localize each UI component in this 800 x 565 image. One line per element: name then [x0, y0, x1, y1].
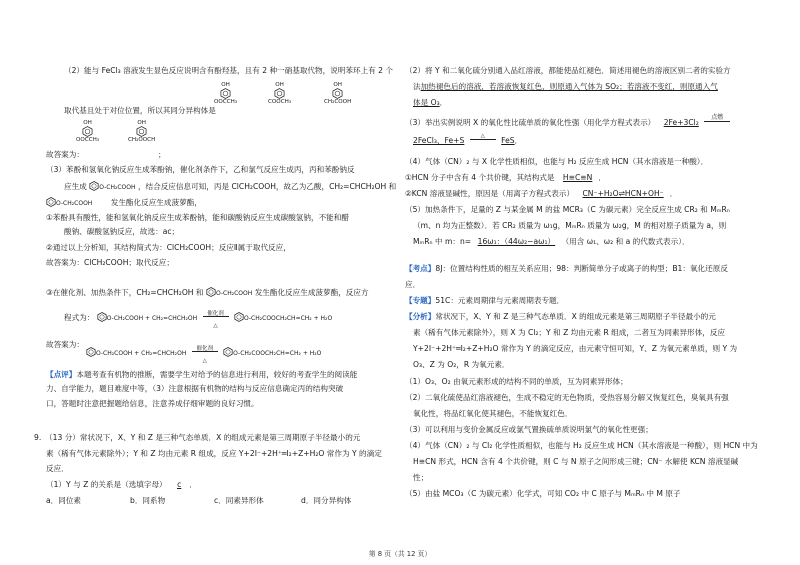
- benzene-ring-icon: [206, 287, 216, 297]
- zhuanti-tag: 【专题】: [405, 296, 436, 305]
- benzene-ring-icon: [223, 347, 233, 357]
- structure-isomer-1: [214, 82, 237, 105]
- question-line: 反应．: [46, 464, 69, 473]
- benzene-ring-icon: [97, 312, 107, 322]
- text-line: ③在催化剂、加热条件下，CH₂=CHCH₂OH 和 O-CH₂COOH 发生酯化反应生成菠萝酯，反应方: [46, 288, 369, 297]
- answer-underline: 体是 O₃: [413, 98, 440, 107]
- analysis-line: 性；: [413, 473, 429, 482]
- comment-line: 【点评】本题考查有机物的推断，需要学生对给予的信息进行利用，较好的考查学生的阅读能: [46, 370, 358, 379]
- text-line: O-CH₂COOH 发生酯化反应生成菠萝酯，: [46, 197, 202, 209]
- benzene-ring-icon: [234, 312, 244, 322]
- structure-group-label: COOCH₃: [268, 99, 292, 105]
- benzene-ring-icon: [220, 88, 231, 99]
- option-d: d．同分异构体: [301, 496, 352, 505]
- fenxi-line: 素（稀有气体元素除外），则 X 为 Cl₂；Y 和 Z 均由元素 R 组成，二者互为同素异形体，反应: [413, 328, 726, 337]
- text-line: 酸钠、碳酸氢钠反应，故选：ac；: [64, 227, 180, 236]
- answer-underline: CN⁻+H₂O⇌HCN+OH⁻: [582, 189, 664, 198]
- answer-blank: c: [177, 480, 182, 489]
- benzene-ring-icon: [82, 126, 93, 137]
- analysis-line: （2）二氧化硫使品红溶液褪色，生成不稳定的无色物质，受热容易分解又恢复红色，臭氧具有强: [405, 393, 729, 402]
- analysis-line: H≡CN 形式，HCN 含有 4 个共价键，则 C 与 N 原子之间形成三键；CN⁻ 水解使 KCN 溶液显碱: [413, 457, 739, 466]
- structure-oh-label: OH: [83, 120, 92, 126]
- fenxi-tag: 【分析】: [405, 312, 436, 321]
- text-line: ②KCN 溶液显碱性，原因是（用离子方程式表示） CN⁻+H₂O⇌HCN+OH⁻ ．: [405, 189, 678, 198]
- answer-underline: 加热褪色后的溶液，若溶液恢复红色，则原通入气体为 SO₂；若溶液不变红，则原通入气: [420, 82, 718, 91]
- option-b: b．同系物: [130, 496, 166, 505]
- structure-oh-label: OH: [137, 120, 146, 126]
- question-line: 9. （13 分）常状况下，X、Y 和 Z 是三种气态单质．X 的组成元素是第三周期原子半径最小的元: [34, 433, 361, 442]
- analysis-line: （3）可以利用与变价金属反应或氯气置换硫单质说明氯气的氧化性更强；: [405, 425, 653, 434]
- text-line: 故答案为：ClCH₂COOH；取代反应；: [46, 258, 174, 267]
- kaodian-tag: 【考点】: [405, 264, 436, 273]
- structure-group-label: CH₂COOH: [324, 99, 352, 105]
- benzene-ring-icon: [46, 197, 56, 207]
- text-line: （3）举出实例说明 X 的氧化性比硫单质的氧化性强（用化学方程式表示） 2Fe+3Cl₂ 点燃: [405, 118, 733, 129]
- structure-isomer-3: [324, 82, 351, 105]
- comment-line: 口，答题时注意把握题给信息，注意养成仔细审题的良好习惯。: [46, 399, 259, 408]
- fenxi-line: Y+2I⁻+2H⁺═I₂+Z+H₂O 常作为 Y 的滴定反应，由元素守恒可知，Y、Z 为氧元素单质，则 Y 为: [413, 344, 738, 353]
- benzene-ring-icon: [86, 347, 96, 357]
- text-line: （2）将 Y 和二氧化硫分别通入品红溶液，都能使品红褪色．简述用褪色的溶液区别二者的实验方: [405, 66, 731, 75]
- structure-isomer-5: [128, 120, 155, 143]
- answer-underline: 2Fe+3Cl₂: [663, 118, 699, 127]
- text-line: （3）苯酚和氢氧化钠反应生成苯酚钠，催化剂条件下，乙和氯气反应生成丙，丙和苯酚钠反: [46, 165, 355, 174]
- text-line: （4）气体（CN）₂ 与 X 化学性质相似，也能与 H₂ 反应生成 HCN（其水溶液是一种酸）．: [405, 157, 709, 166]
- benzene-ring-icon: [89, 181, 99, 191]
- answer-label: 故答案为：: [46, 340, 84, 349]
- text-line: ①HCN 分子中含有 4 个共价键，其结构式是 H≡C≡N ．: [405, 173, 606, 182]
- structure-group-label: OOCCH₃: [214, 99, 238, 105]
- benzene-ring-icon: [274, 88, 285, 99]
- text-line: （m、n 均为正整数）．若 CR₂ 质量为 ω₁g，MₘRₙ 质量为 ω₂g，M 的相对原子质量为 a，则: [413, 221, 727, 230]
- benzene-ring-icon: [136, 126, 147, 137]
- structure-group-label: CH₂OOCH: [128, 137, 156, 143]
- question-line: （1）Y 与 Z 的关系是（选填字母） c ．: [46, 480, 197, 489]
- fenxi-line: O₃、Z 为 O₂，R 为氧元素．: [413, 360, 510, 369]
- equation-line: 程式为： O-CH₂COOH + CH₂=CHCH₂OH 催化剂 △ O-CH₂COOCH₂CH=CH₂ + H₂O: [64, 311, 333, 329]
- answer-underline: 2FeCl₃、Fe+S: [413, 136, 465, 145]
- zhuanti-line: 【专题】51C：元素周期律与元素周期表专题．: [405, 296, 565, 305]
- reaction-arrow: 催化剂 △: [200, 314, 232, 324]
- kaodian-line: 【考点】8J：位置结构性质的相互关系应用；98：判断简单分子或离子的构型；B1：氧化还原反: [405, 264, 728, 273]
- analysis-line: （5）由盐 MCO₃（C 为碳元素）化学式，可知 CO₂ 中 C 原子与 MₘRₙ 中 M 原子: [405, 489, 681, 498]
- fenxi-line: 【分析】常状况下，X、Y 和 Z 是三种气态单质．X 的组成元素是第三周期原子半径最小的元: [405, 312, 716, 321]
- structure-oh-label: OH: [275, 82, 284, 88]
- page-footer: 第 8 页（共 12 页）: [368, 550, 432, 558]
- option-a: a．同位素: [46, 496, 82, 505]
- answer-underline: H≡C≡N: [562, 173, 593, 182]
- reaction-arrow: △: [467, 137, 499, 147]
- kaodian-line: 应．: [405, 280, 421, 289]
- question-line: 素（稀有气体元素除外）；Y 和 Z 均由元素 R 组成，反应 Y+2I⁻+2H⁺═I₂+Z+H₂O 常作为 Y 的滴定: [46, 449, 382, 458]
- comment-line: 力、自学能力，题目难度中等，（3）注意根据有机物的结构与反应信息确定丙的结构突破: [46, 384, 344, 393]
- structure-isomer-2: [268, 82, 291, 105]
- answer-underline: FeS: [501, 136, 515, 145]
- structure-isomer-4: [76, 120, 99, 143]
- reaction-arrow: 催化剂 △: [189, 349, 221, 359]
- text-line: ①苯酚具有酸性，能和氢氧化钠反应生成苯酚钠，能和碳酸钠反应生成碳酸氢钠，不能和醋: [46, 213, 349, 222]
- text-line: （2）能与 FeCl₃ 溶液发生显色反应说明含有酚羟基，且有 2 种一硝基取代物，说明苯环上有 2 个: [64, 66, 394, 75]
- reaction-arrow: 点燃: [701, 119, 733, 129]
- text-line: MₘRₙ 中 m：n= 16ω₁：（44ω₂−aω₁） （用含 ω₁、ω₂ 和 a 的代数式表示）．: [413, 237, 690, 246]
- analysis-line: （1）O₃、O₂ 由氧元素形成的结构不同的单质，互为同素异形体；: [405, 377, 628, 386]
- text-line: 取代基且处于对位位置，所以其同分异构体是: [64, 106, 216, 115]
- text-line: 2FeCl₃、Fe+S △ FeS．: [413, 133, 523, 145]
- analysis-line: 氧化性，将品红氧化使其褪色，不能恢复红色．: [413, 409, 573, 418]
- structure-oh-label: OH: [333, 82, 342, 88]
- answer-underline: 16ω₁：（44ω₂−aω₁）: [477, 237, 556, 246]
- equation-line: O-CH₂COOH + CH₂=CHCH₂OH 催化剂 △ O-CH₂COOCH₂CH=CH₂ + H₂O: [86, 347, 321, 359]
- text-line: 法加热褪色后的溶液，若溶液恢复红色，则原通入气体为 SO₂；若溶液不变红，则原通入气: [413, 82, 718, 91]
- text-line: ②通过以上分析知，其结构简式为：ClCH₂COOH；反应Ⅱ属于取代反应，: [46, 243, 291, 252]
- benzene-ring-icon: [332, 88, 343, 99]
- option-c: c．同素异形体: [214, 496, 264, 505]
- structure-oh-label: OH: [221, 82, 230, 88]
- dianping-tag: 【点评】: [46, 370, 77, 379]
- text-line: 应生成 O-CH₂COOH ，结合反应信息可知，丙是 ClCH₂COOH，故乙为乙酸，CH₂=CHCH₂OH 和: [64, 182, 397, 191]
- answer-label: 故答案为：: [46, 150, 84, 159]
- text-line: 体是 O₃．: [413, 98, 448, 107]
- answer-separator: ；: [158, 150, 166, 159]
- analysis-line: （4）气体（CN）₂ 与 Cl₂ 化学性质相似，也能与 H₂ 反应生成 HCN（其水溶液是一种酸），则 HCN 中为: [405, 441, 758, 450]
- structure-group-label: OOCCH₃: [76, 137, 100, 143]
- text-line: （5）加热条件下，足量的 Z 与某金属 M 的盐 MCR₃（C 为碳元素）完全反应生成 CR₂ 和 MₘRₙ: [405, 205, 730, 214]
